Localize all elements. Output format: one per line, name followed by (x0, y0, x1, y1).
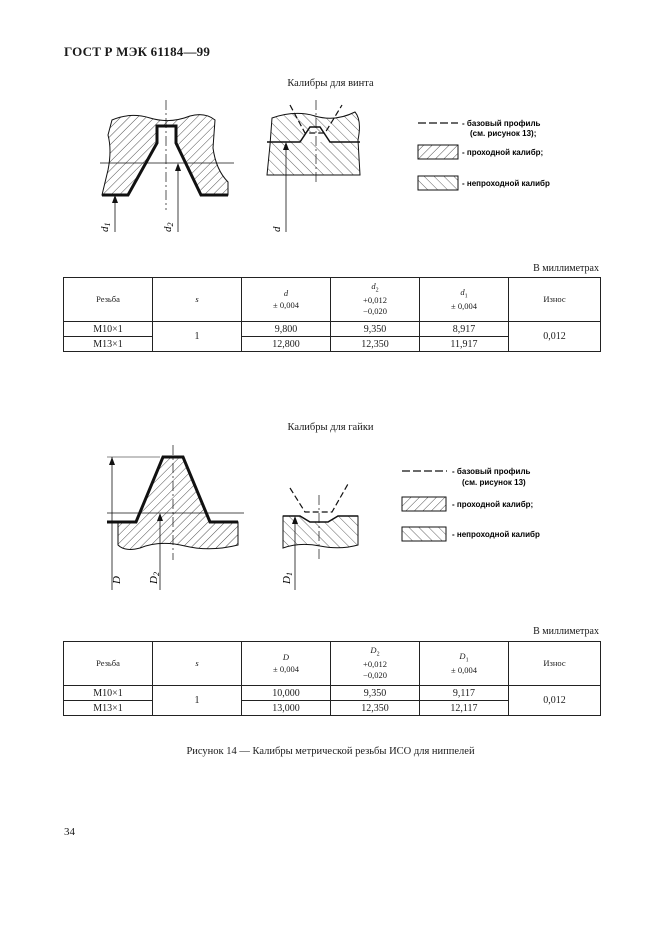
cell-value: 8,917 (420, 322, 509, 337)
cell-value: 13,000 (242, 701, 331, 716)
nut-go-gauge-diagram (107, 445, 244, 590)
screw-legend (418, 119, 550, 190)
cell-value: 12,117 (420, 701, 509, 716)
table-header-row (64, 278, 601, 322)
nut-legend-base-profile: - базовый профиль (452, 467, 531, 476)
nut-nogo-gauge-diagram (281, 484, 358, 590)
cell-s: 1 (153, 686, 242, 716)
screw-nogo-gauge-diagram (267, 100, 360, 232)
table-row (64, 686, 601, 701)
figure-caption: Рисунок 14 — Калибры метрической резьбы ИСО для ниппелей (186, 746, 475, 757)
screw-section-title: Калибры для винта (287, 78, 374, 89)
cell-wear: 0,012 (509, 686, 601, 716)
header-D1: $D_1$ ± 0,004 (420, 642, 509, 686)
cell-wear: 0,012 (509, 322, 601, 352)
legend-go-gauge: - проходной калибр; (462, 148, 544, 157)
cell-value: 12,350 (331, 701, 420, 716)
nut-legend (402, 467, 540, 541)
screw-go-gauge-diagram (99, 100, 234, 232)
nut-section-title: Калибры для гайки (287, 422, 374, 433)
label-d1: d1 (99, 222, 112, 232)
header-s: s (153, 278, 242, 322)
label-D: D (111, 576, 123, 584)
screw-units: В миллиметрах (533, 263, 599, 274)
nut-table (63, 641, 601, 716)
nut-legend-nogo-gauge: - непроходной калибр (452, 530, 540, 539)
nut-legend-base-profile-ref: (см. рисунок 13) (462, 478, 526, 487)
document-header: ГОСТ Р МЭК 61184—99 (64, 44, 211, 59)
cell-value: 12,800 (242, 337, 331, 352)
cell-value: 9,350 (331, 686, 420, 701)
header-D: D ± 0,004 (242, 642, 331, 686)
cell-thread: M13×1 (64, 337, 153, 352)
screw-table (63, 277, 601, 352)
header-thread: Резьба (64, 278, 153, 322)
label-d2: d2 (162, 222, 175, 232)
header-thread: Резьба (64, 642, 153, 686)
header-D2: $D_2$ +0,012 −0,020 (331, 642, 420, 686)
cell-value: 11,917 (420, 337, 509, 352)
page-number: 34 (64, 826, 75, 838)
cell-thread: M13×1 (64, 701, 153, 716)
cell-value: 9,800 (242, 322, 331, 337)
header-wear: Износ (509, 278, 601, 322)
header-d1: $d_1$ ± 0,004 (420, 278, 509, 322)
cell-value: 12,350 (331, 337, 420, 352)
table-row (64, 322, 601, 337)
legend-base-profile: - базовый профиль (462, 119, 541, 128)
cell-value: 10,000 (242, 686, 331, 701)
cell-thread: M10×1 (64, 322, 153, 337)
legend-base-profile-ref: (см. рисунок 13); (470, 129, 537, 138)
label-d: d (271, 226, 283, 232)
header-wear: Износ (509, 642, 601, 686)
header-d2: $d_2$ +0,012 −0,020 (331, 278, 420, 322)
cell-thread: M10×1 (64, 686, 153, 701)
label-D1: D1 (281, 572, 294, 584)
cell-s: 1 (153, 322, 242, 352)
cell-value: 9,350 (331, 322, 420, 337)
label-D2: D2 (148, 572, 161, 584)
header-d: d ± 0,004 (242, 278, 331, 322)
legend-nogo-gauge: - непроходной калибр (462, 179, 550, 188)
header-s: s (153, 642, 242, 686)
nut-units: В миллиметрах (533, 626, 599, 637)
table-header-row (64, 642, 601, 686)
cell-value: 9,117 (420, 686, 509, 701)
nut-legend-go-gauge: - проходной калибр; (452, 500, 534, 509)
